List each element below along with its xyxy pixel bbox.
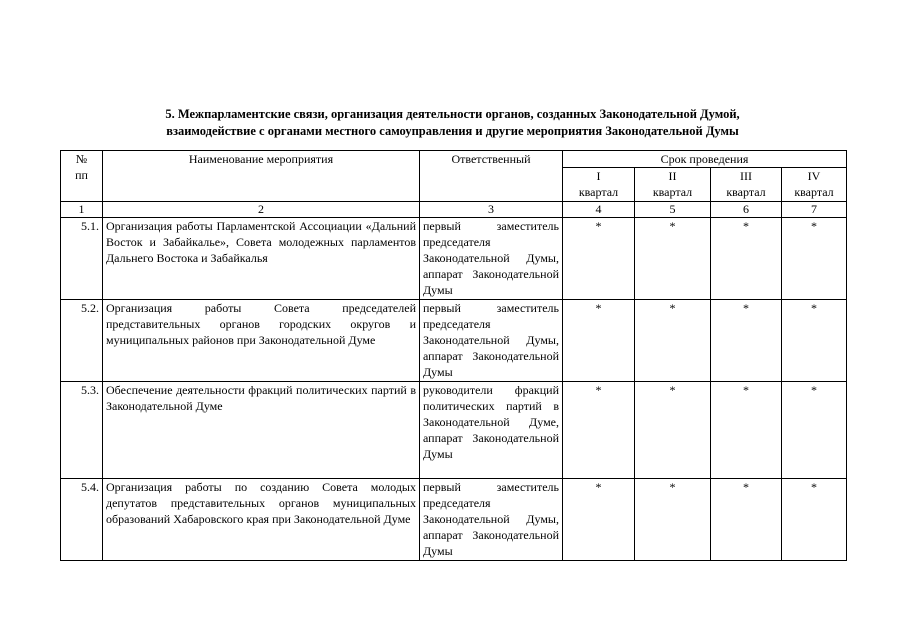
quarter-2-mark: * bbox=[635, 478, 711, 560]
column-number: 1 bbox=[61, 201, 103, 217]
table-row bbox=[61, 478, 847, 560]
header-quarter-4: IV квартал bbox=[782, 168, 847, 201]
quarter-1-mark: * bbox=[563, 217, 635, 299]
table-row bbox=[61, 217, 847, 299]
section-title bbox=[60, 106, 845, 140]
section-title-line-2: взаимодействие с органами местного самоуправления и другие мероприятия Законодательной Думы bbox=[166, 124, 739, 138]
header-quarter-2: II квартал bbox=[635, 168, 711, 201]
quarter-3-mark: * bbox=[711, 478, 782, 560]
responsible: первый заместитель председателя Законодательной Думы, аппарат Законодательной Думы bbox=[420, 299, 563, 381]
column-number-row bbox=[61, 201, 847, 217]
row-number: 5.1. bbox=[61, 217, 103, 299]
header-number: № пп bbox=[61, 151, 103, 202]
column-number: 7 bbox=[782, 201, 847, 217]
quarter-1-mark: * bbox=[563, 381, 635, 478]
responsible: первый заместитель председателя Законодательной Думы, аппарат Законодательной Думы bbox=[420, 217, 563, 299]
quarter-3-mark: * bbox=[711, 381, 782, 478]
header-quarter-3: III квартал bbox=[711, 168, 782, 201]
quarter-4-mark: * bbox=[782, 217, 847, 299]
quarter-1-mark: * bbox=[563, 299, 635, 381]
quarter-4-mark: * bbox=[782, 381, 847, 478]
row-number: 5.4. bbox=[61, 478, 103, 560]
table-row bbox=[61, 381, 847, 478]
quarter-3-mark: * bbox=[711, 299, 782, 381]
quarter-2-mark: * bbox=[635, 381, 711, 478]
column-number: 3 bbox=[420, 201, 563, 217]
header-quarter-1: I квартал bbox=[563, 168, 635, 201]
quarter-2-mark: * bbox=[635, 217, 711, 299]
events-table bbox=[60, 150, 847, 561]
quarter-4-mark: * bbox=[782, 478, 847, 560]
header-responsible: Ответственный bbox=[420, 151, 563, 202]
quarter-4-mark: * bbox=[782, 299, 847, 381]
table-row bbox=[61, 299, 847, 381]
event-name: Организация работы Парламентской Ассоциации «Дальний Восток и Забайкалье», Совета молодежных парламентов Дальнего Востока и Забайкалья bbox=[103, 217, 420, 299]
column-number: 6 bbox=[711, 201, 782, 217]
row-number: 5.3. bbox=[61, 381, 103, 478]
column-number: 4 bbox=[563, 201, 635, 217]
row-number: 5.2. bbox=[61, 299, 103, 381]
responsible: первый заместитель председателя Законодательной Думы, аппарат Законодательной Думы bbox=[420, 478, 563, 560]
event-name: Обеспечение деятельности фракций политических партий в Законодательной Думе bbox=[103, 381, 420, 478]
quarter-3-mark: * bbox=[711, 217, 782, 299]
section-title-line-1: 5. Межпарламентские связи, организация деятельности органов, созданных Законодательной Думой, bbox=[165, 107, 740, 121]
column-number: 2 bbox=[103, 201, 420, 217]
quarter-2-mark: * bbox=[635, 299, 711, 381]
header-period: Срок проведения bbox=[563, 151, 847, 168]
responsible: руководители фракций политических партий в Законодательной Думе, аппарат Законодательной Думы bbox=[420, 381, 563, 478]
column-number: 5 bbox=[635, 201, 711, 217]
header-event-name: Наименование мероприятия bbox=[103, 151, 420, 202]
quarter-1-mark: * bbox=[563, 478, 635, 560]
event-name: Организация работы Совета председателей представительных органов городских округов и муниципальных районов при Законодательной Думе bbox=[103, 299, 420, 381]
event-name: Организация работы по созданию Совета молодых депутатов представительных органов муниципальных образований Хабаровского края при Законодательной Думе bbox=[103, 478, 420, 560]
